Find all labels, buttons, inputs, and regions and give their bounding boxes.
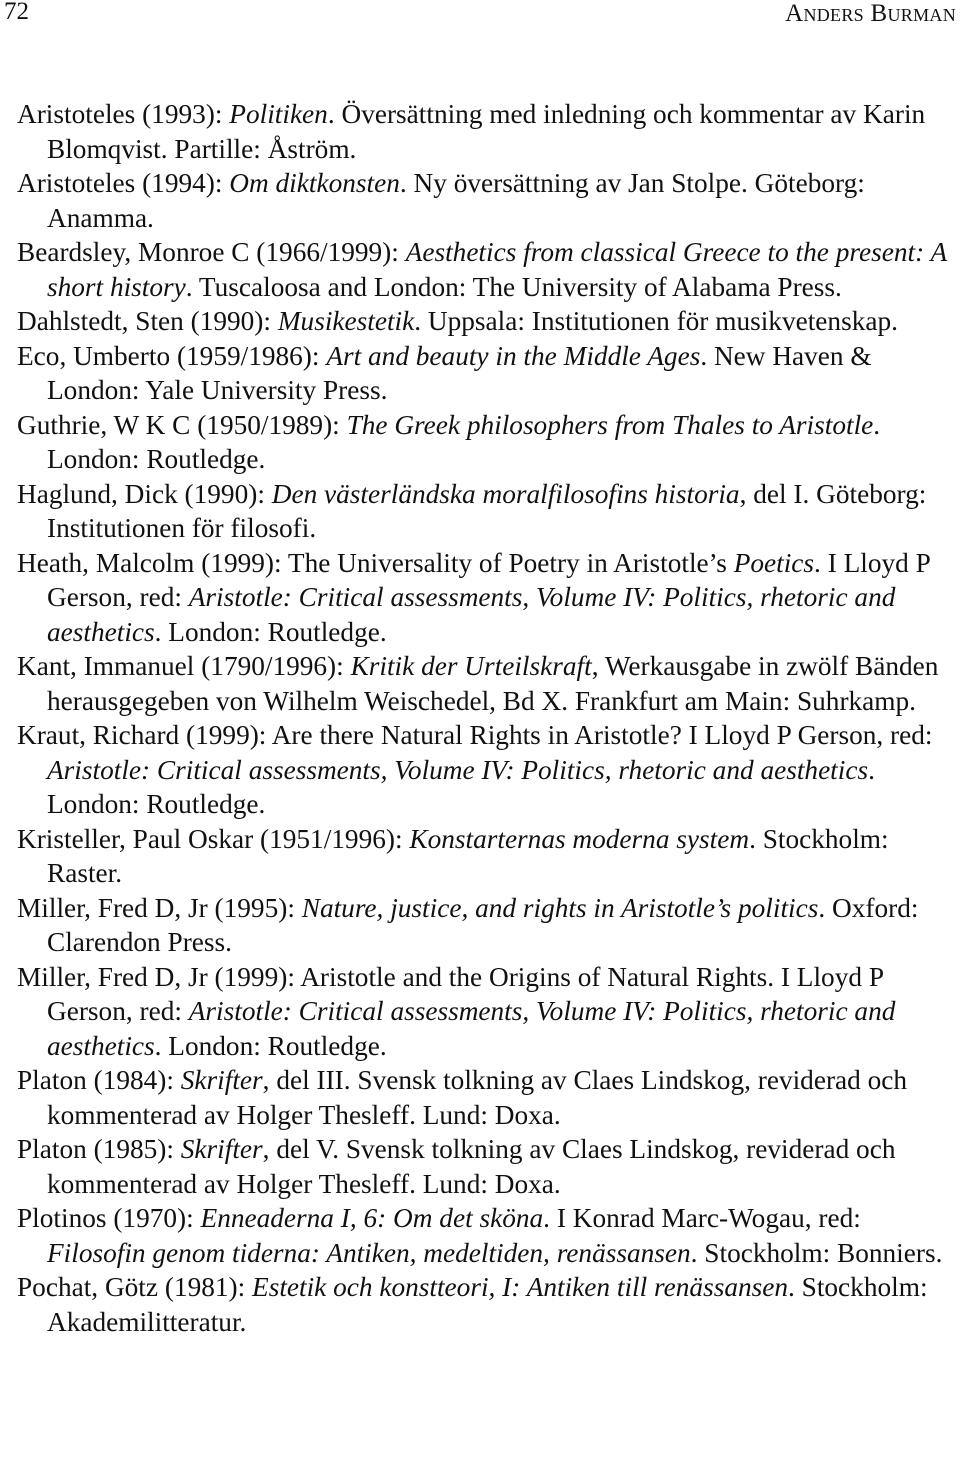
reference-text: . Stockholm: Akademilitteratur. — [47, 1272, 928, 1337]
reference-title-italic: Nature, justice, and rights in Aristotle’s politics — [301, 892, 819, 923]
reference-text: Eco, Umberto (1959/1986): — [17, 340, 327, 371]
reference-text: Guthrie, W K C (1950/1989): — [17, 409, 347, 440]
reference-title-italic: Aristotle: Critical assessments, Volume IV: Politics, rhetoric and aesthetics — [47, 582, 896, 647]
reference-text: Aristoteles (1993): — [17, 99, 230, 129]
reference-text: . I Lloyd P Gerson, red: — [47, 547, 930, 612]
reference-entry — [17, 718, 952, 822]
reference-title-italic: Art and beauty in the Middle Ages — [326, 340, 701, 371]
reference-entry — [17, 649, 952, 718]
reference-title-italic: Poetics — [733, 547, 815, 578]
reference-entry — [17, 97, 952, 166]
reference-text: Aristoteles (1994): — [17, 168, 230, 198]
reference-text: , del I. Göteborg: Institutionen för filosofi. — [47, 478, 927, 543]
reference-entry — [17, 546, 952, 650]
reference-text: Heath, Malcolm (1999): The Universality of Poetry in Aristotle’s — [17, 547, 734, 578]
reference-title-italic: Om diktkonsten — [229, 168, 400, 198]
page-number: 72 — [4, 0, 29, 25]
reference-list — [17, 97, 952, 1339]
reference-text: . London: Routledge. — [154, 616, 387, 647]
reference-text: . Ny översättning av Jan Stolpe. Göteborg: Anamma. — [47, 168, 865, 233]
reference-title-italic: Kritik der Urteilskraft — [350, 651, 592, 681]
reference-entry — [17, 477, 952, 546]
reference-text: Kant, Immanuel (1790/1996): — [17, 651, 351, 681]
reference-title-italic: Politiken — [229, 99, 328, 129]
reference-text: . Översättning med inledning och kommentar av Karin Blomqvist. Partille: Åström. — [47, 99, 926, 164]
reference-text: . Uppsala: Institutionen för musikvetenskap. — [414, 306, 898, 336]
reference-title-italic: Skrifter — [180, 1134, 263, 1164]
reference-text: Beardsley, Monroe C (1966/1999): — [17, 237, 406, 267]
reference-entry — [17, 1132, 952, 1201]
reference-text: Miller, Fred D, Jr (1999): Aristotle and the Origins of Natural Rights. I Lloyd P Gerson, red: — [17, 961, 883, 1026]
reference-text: , del V. Svensk tolkning av Claes Lindskog, reviderad och kommenterad av Holger Thesleff. Lund: Doxa. — [47, 1134, 896, 1199]
reference-title-italic: Enneaderna I, 6: Om det sköna — [200, 1203, 544, 1233]
reference-title-italic: Aristotle: Critical assessments, Volume IV: Politics, rhetoric and aesthetics — [47, 754, 869, 785]
reference-text: . Stockholm: Bonniers. — [690, 1237, 943, 1268]
reference-text: Miller, Fred D, Jr (1995): — [17, 892, 302, 923]
reference-entry — [17, 1270, 952, 1339]
reference-text: Platon (1985): — [17, 1134, 181, 1164]
reference-text: . London: Routledge. — [47, 754, 875, 819]
reference-text: Dahlstedt, Sten (1990): — [17, 306, 278, 336]
reference-text: Pochat, Götz (1981): — [17, 1272, 253, 1302]
reference-entry — [17, 166, 952, 235]
reference-entry — [17, 960, 952, 1064]
reference-text: . I Konrad Marc-Wogau, red: — [543, 1203, 861, 1233]
reference-text: . London: Routledge. — [47, 409, 881, 474]
reference-text: , Werkausgabe in zwölf Bänden herausgegeben von Wilhelm Weischedel, Bd X. Frankfurt am Main: Suhrkamp. — [47, 651, 939, 716]
reference-entry — [17, 235, 952, 304]
reference-entry — [17, 1201, 952, 1270]
reference-text: Kraut, Richard (1999): Are there Natural Rights in Aristotle? I Lloyd P Gerson, red: — [17, 720, 933, 750]
reference-title-italic: Den västerländska moralfilosofins historia — [271, 478, 740, 509]
reference-text: , del III. Svensk tolkning av Claes Lindskog, reviderad och kommenterad av Holger Thesleff. Lund: Doxa. — [47, 1065, 908, 1130]
reference-text: Plotinos (1970): — [17, 1203, 201, 1233]
reference-entry — [17, 1063, 952, 1132]
reference-text: . Stockholm: Raster. — [47, 823, 889, 888]
reference-entry — [17, 408, 952, 477]
reference-title-italic: Aristotle: Critical assessments, Volume IV: Politics, rhetoric and aesthetics — [47, 996, 896, 1061]
reference-title-italic: The Greek philosophers from Thales to Aristotle — [346, 409, 874, 440]
reference-text: Platon (1984): — [17, 1065, 181, 1095]
reference-entry — [17, 339, 952, 408]
reference-text: Kristeller, Paul Oskar (1951/1996): — [17, 823, 410, 854]
reference-text: . New Haven & London: Yale University Press. — [47, 340, 872, 405]
reference-entry — [17, 304, 952, 339]
reference-text: . Tuscaloosa and London: The University of Alabama Press. — [185, 271, 842, 302]
page-header — [0, 0, 960, 30]
reference-title-italic: Aesthetics from classical Greece to the present: A short history — [47, 237, 947, 302]
reference-entry — [17, 822, 952, 891]
reference-entry — [17, 891, 952, 960]
reference-title-italic: Konstarternas moderna system — [409, 823, 750, 854]
reference-title-italic: Skrifter — [180, 1065, 263, 1095]
reference-text: . Oxford: Clarendon Press. — [47, 892, 919, 957]
reference-text: . London: Routledge. — [154, 1030, 387, 1061]
reference-title-italic: Estetik och konstteori, I: Antiken till renässansen — [252, 1272, 788, 1302]
reference-text: Haglund, Dick (1990): — [17, 478, 272, 509]
reference-title-italic: Filosofin genom tiderna: Antiken, medeltiden, renässansen — [47, 1237, 691, 1268]
reference-title-italic: Musikestetik — [277, 306, 415, 336]
running-head: Anders Burman — [785, 0, 956, 27]
